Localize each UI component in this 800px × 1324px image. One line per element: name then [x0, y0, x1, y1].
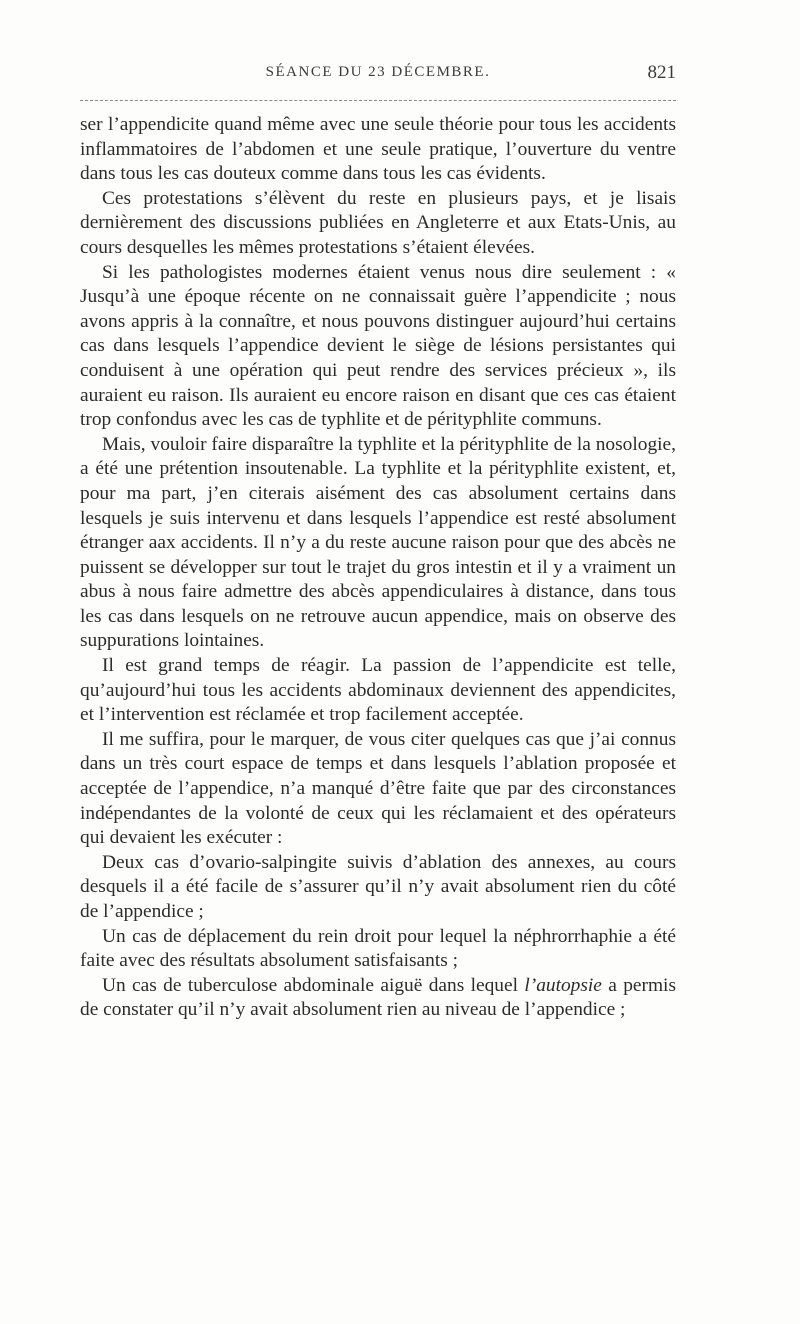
paragraph: Si les pathologistes modernes étaient venus nous dire seulement : « Jusqu’à une époque récente on ne connaissait guère l’appendicite ; nous avons appris à la connaître, et nous pouvons distinguer aujourd’hui certains cas dans lesquels l’appendice devient le siège de lésions persistantes qui conduisent à une opération qui peut rendre des services précieux », ils auraient eu raison. Ils auraient eu encore raison en disant que ces cas étaient trop confondus avec les cas de typhlite et de pérityphlite communs.	[80, 261, 676, 431]
text-segment: Un cas de tuberculose abdominale aiguë dans lequel	[102, 974, 525, 996]
header-rule	[80, 100, 676, 101]
running-title: SÉANCE DU 23 DÉCEMBRE.	[265, 64, 491, 80]
paragraph: Deux cas d’ovario-salpingite suivis d’ablation des annexes, au cours desquels il a été facile de s’assurer qu’il n’y avait absolument rien du côté de l’appendice ;	[80, 851, 676, 922]
paragraph: Ces protestations s’élèvent du reste en plusieurs pays, et je lisais dernièrement des discussions publiées en Angleterre et aux Etats-Unis, au cours desquelles les mêmes protestations s’étaient élevées.	[80, 187, 676, 258]
page-header	[80, 62, 676, 88]
body-text	[80, 113, 676, 1023]
paragraph: ser l’appendicite quand même avec une seule théorie pour tous les accidents inflammatoires de l’abdomen et une seule pratique, l’ouverture du ventre dans tous les cas douteux comme dans tous les cas évidents.	[80, 114, 676, 185]
italic-term: l’autopsie	[524, 974, 602, 996]
page-number: 821	[647, 62, 676, 83]
paragraph: Il est grand temps de réagir. La passion de l’appendicite est telle, qu’aujourd’hui tous les accidents abdominaux deviennent des appendicites, et l’intervention est réclamée et trop facilement acceptée.	[80, 655, 676, 726]
paragraph: Mais, vouloir faire disparaître la typhlite et la pérityphlite de la nosologie, a été une prétention insoutenable. La typhlite et la pérityphlite existent, et, pour ma part, j’en citerais aisément des cas absolument certains dans lesquels je suis intervenu et dans lesquels l’appendice est resté absolument étranger aax accidents. Il n’y a du reste aucune raison pour que des abcès ne puissent se développer sur tout le trajet du gros intestin et il y a vraiment un abus à nous faire admettre des abcès appendiculaires à distance, dans tous les cas dans lesquels on ne retrouve aucun appendice, mais on observe des suppurations lointaines.	[80, 433, 676, 652]
paragraph: Un cas de déplacement du rein droit pour lequel la néphrorrhaphie a été faite avec des résultats absolument satisfaisants ;	[80, 925, 676, 972]
paragraph-last	[80, 974, 676, 1023]
paragraph: Il me suffira, pour le marquer, de vous citer quelques cas que j’ai connus dans un très court espace de temps et dans lesquels l’ablation proposée et acceptée de l’appendice, n’a manqué d’être faite que par des circonstances indépendantes de la volonté de ceux qui les réclamaient et des opérateurs qui devaient les exécuter :	[80, 728, 676, 849]
text-segment: a permis de constater qu’il n’y avait absolument rien au niveau de l’appendice ;	[80, 974, 676, 1021]
